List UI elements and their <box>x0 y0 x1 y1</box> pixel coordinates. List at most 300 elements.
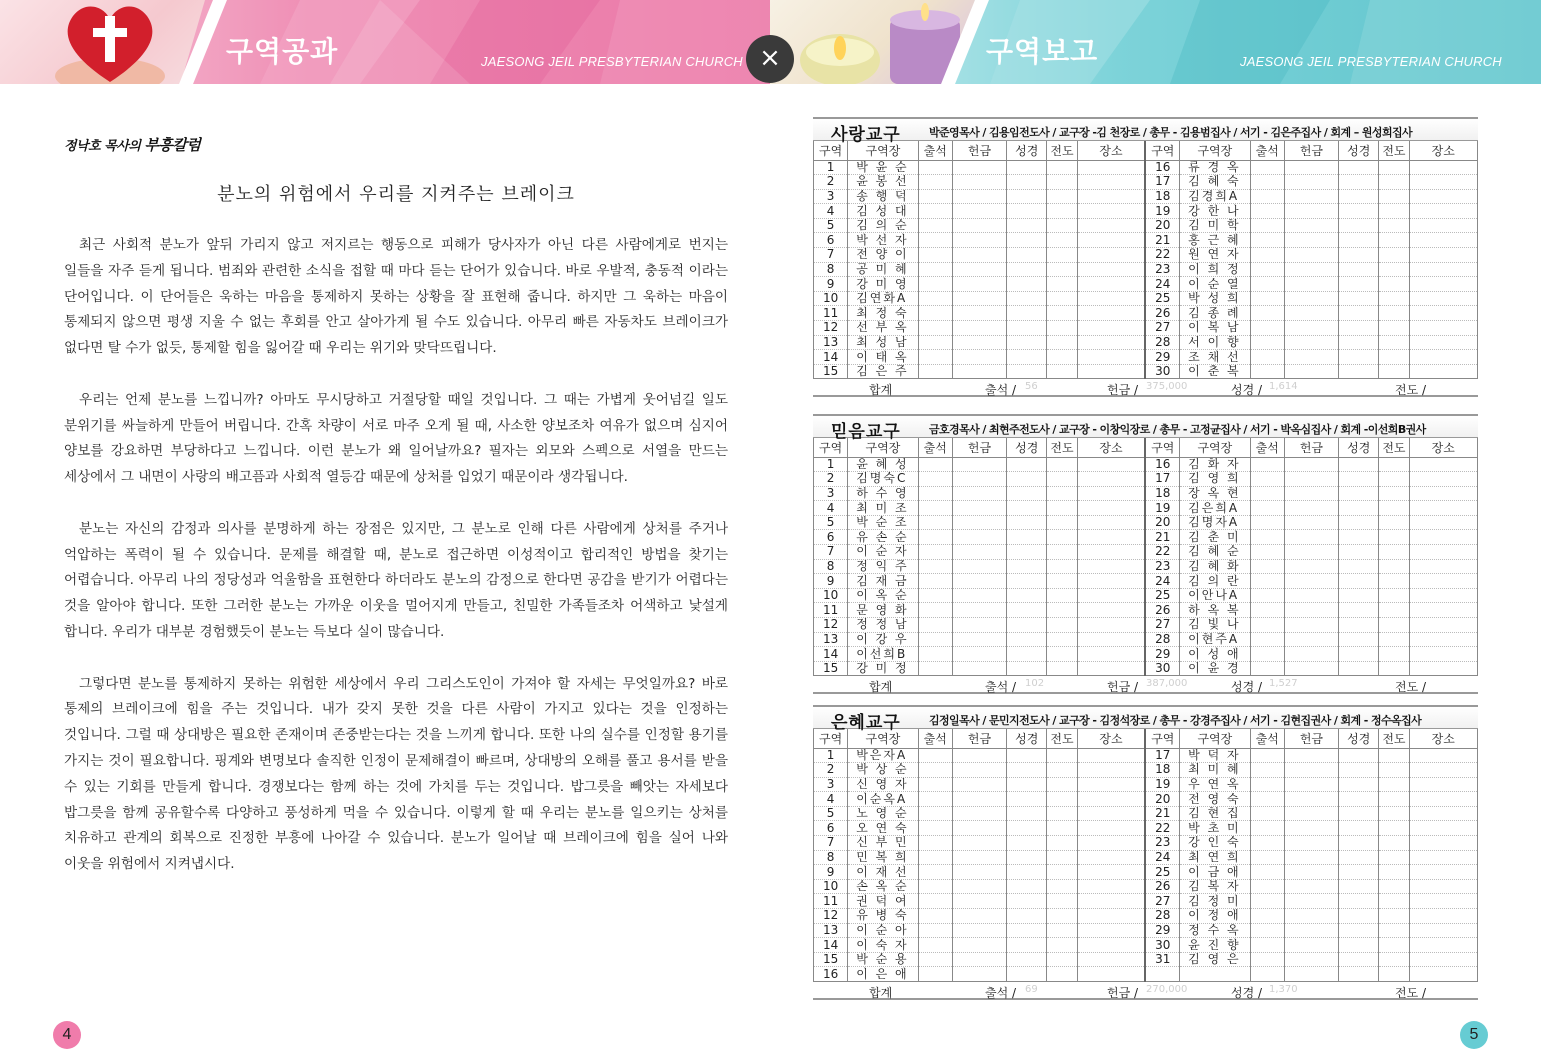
table-row <box>814 204 1478 219</box>
report-cell <box>1339 879 1379 894</box>
report-cell <box>918 175 952 190</box>
table-row <box>814 559 1478 574</box>
summary-bible: 성경 / <box>1231 383 1263 398</box>
report-cell <box>1047 530 1077 545</box>
report-cell <box>1339 559 1379 574</box>
group-number: 8 <box>814 850 848 865</box>
group-number: 18 <box>1145 189 1179 204</box>
group-number: 25 <box>1145 865 1179 880</box>
summary-attendance: 출석 / <box>985 383 1017 398</box>
column-header: 전도 <box>1379 141 1409 160</box>
report-cell <box>918 559 952 574</box>
group-number: 10 <box>814 588 848 603</box>
report-cell <box>1250 233 1284 248</box>
district-staff: 박준영목사 / 김용임전도사 / 교구장 -김 천장로 / 총무 - 김용범집사 / 서기 - 김은주집사 / 회계 – 원성희집사 <box>929 126 1413 139</box>
candles-icon <box>790 0 970 84</box>
group-number: 19 <box>1145 777 1179 792</box>
report-cell <box>1409 792 1478 807</box>
report-cell <box>952 879 1006 894</box>
report-cell <box>1250 923 1284 938</box>
report-cell <box>1250 632 1284 647</box>
group-leader: 김 영 희 <box>1180 472 1250 487</box>
group-number: 4 <box>814 501 848 516</box>
district-report <box>813 117 1478 397</box>
column-label <box>64 134 200 155</box>
report-cell <box>1007 204 1047 219</box>
report-cell <box>1379 909 1409 924</box>
report-cell <box>952 306 1006 321</box>
report-cell <box>1007 545 1047 560</box>
report-cell <box>1250 248 1284 263</box>
group-number: 13 <box>814 923 848 938</box>
report-cell <box>952 559 1006 574</box>
report-cell <box>952 632 1006 647</box>
table-row <box>814 189 1478 204</box>
group-number: 27 <box>1145 321 1179 336</box>
report-cell <box>1077 335 1145 350</box>
table-row <box>814 632 1478 647</box>
group-leader: 우 연 옥 <box>1180 777 1250 792</box>
report-cell <box>1284 792 1338 807</box>
report-cell <box>1250 291 1284 306</box>
summary-offering: 헌금 / <box>1107 986 1139 1000</box>
report-cell <box>1284 248 1338 263</box>
report-cell <box>1077 748 1145 763</box>
column-header: 성경 <box>1339 141 1379 160</box>
table-row <box>814 175 1478 190</box>
report-cell <box>918 335 952 350</box>
report-cell <box>1339 967 1379 982</box>
report-cell <box>1379 472 1409 487</box>
group-number: 1 <box>814 457 848 472</box>
report-cell <box>1339 923 1379 938</box>
report-cell <box>1047 574 1077 589</box>
group-leader: 이 순 자 <box>848 545 918 560</box>
report-cell <box>918 821 952 836</box>
report-cell <box>1409 204 1478 219</box>
report-cell <box>1409 748 1478 763</box>
report-cell <box>1007 938 1047 953</box>
group-number: 5 <box>814 218 848 233</box>
report-cell <box>1077 160 1145 175</box>
summary-bible-value: 1,614 <box>1269 381 1298 393</box>
report-cell <box>1284 291 1338 306</box>
group-number: 22 <box>1145 821 1179 836</box>
report-cell <box>1339 647 1379 662</box>
report-cell <box>1047 938 1077 953</box>
report-cell <box>952 777 1006 792</box>
group-number: 31 <box>1145 952 1179 967</box>
summary-offering-value: 387,000 <box>1146 678 1188 690</box>
district-staff: 김정일목사 / 문민지전도사 / 교구장 - 김정석장로 / 총무 - 강경주집사 / 서기 - 김현집권사 / 회계 - 정수옥집사 <box>929 714 1422 727</box>
column-header: 전도 <box>1047 141 1077 160</box>
report-cell <box>1047 588 1077 603</box>
report-cell <box>1007 335 1047 350</box>
page-number-left: 4 <box>53 1021 81 1049</box>
report-cell <box>1077 574 1145 589</box>
article-body <box>64 233 728 904</box>
report-cell <box>1047 501 1077 516</box>
report-cell <box>1007 879 1047 894</box>
report-cell <box>1250 850 1284 865</box>
report-cell <box>1007 515 1047 530</box>
report-cell <box>1409 160 1478 175</box>
report-cell <box>1077 821 1145 836</box>
table-row <box>814 763 1478 778</box>
report-cell <box>918 248 952 263</box>
group-number: 5 <box>814 806 848 821</box>
report-cell <box>1409 277 1478 292</box>
report-cell <box>1379 821 1409 836</box>
table-row <box>814 777 1478 792</box>
column-header: 장소 <box>1077 729 1145 748</box>
summary-attendance-value: 102 <box>1025 678 1045 690</box>
group-number: 18 <box>1145 763 1179 778</box>
report-cell <box>952 923 1006 938</box>
group-leader: 최 정 숙 <box>848 306 918 321</box>
report-cell <box>952 647 1006 662</box>
report-cell <box>918 262 952 277</box>
report-cell <box>1339 472 1379 487</box>
group-number: 16 <box>814 967 848 982</box>
summary-bible-value: 1,527 <box>1269 678 1298 690</box>
table-row <box>814 647 1478 662</box>
column-header: 구역 <box>814 729 848 748</box>
report-cell <box>1047 545 1077 560</box>
report-cell <box>1409 574 1478 589</box>
report-cell <box>1007 588 1047 603</box>
summary-evangelism: 전도 / <box>1395 680 1427 695</box>
report-cell <box>918 218 952 233</box>
report-cell <box>952 501 1006 516</box>
report-cell <box>1077 603 1145 618</box>
group-leader: 이 정 애 <box>1180 909 1250 924</box>
report-cell <box>1409 350 1478 365</box>
report-cell <box>1047 486 1077 501</box>
column-header: 성경 <box>1007 729 1047 748</box>
report-cell <box>1339 321 1379 336</box>
group-number: 9 <box>814 574 848 589</box>
report-cell <box>1379 291 1409 306</box>
column-header: 출석 <box>1250 141 1284 160</box>
group-number: 28 <box>1145 335 1179 350</box>
table-row <box>814 350 1478 365</box>
report-cell <box>1284 632 1338 647</box>
group-leader: 김 현 집 <box>1180 806 1250 821</box>
report-cell <box>1339 865 1379 880</box>
report-cell <box>918 647 952 662</box>
report-cell <box>918 515 952 530</box>
report-cell <box>1339 515 1379 530</box>
group-number: 30 <box>1145 938 1179 953</box>
report-cell <box>1007 792 1047 807</box>
group-number: 1 <box>814 160 848 175</box>
report-cell <box>1007 777 1047 792</box>
group-number: 26 <box>1145 603 1179 618</box>
group-leader: 김 혜 화 <box>1180 559 1250 574</box>
report-cell <box>1409 850 1478 865</box>
report-cell <box>1339 457 1379 472</box>
report-cell <box>1409 647 1478 662</box>
report-cell <box>1250 938 1284 953</box>
close-icon: × <box>746 35 794 83</box>
group-number: 28 <box>1145 909 1179 924</box>
group-number: 27 <box>1145 894 1179 909</box>
report-cell <box>1379 618 1409 633</box>
report-cell <box>1047 661 1077 676</box>
report-cell <box>952 967 1006 982</box>
header-banner-left <box>0 0 772 84</box>
report-cell <box>1284 865 1338 880</box>
report-cell <box>1284 457 1338 472</box>
table-row <box>814 806 1478 821</box>
report-cell <box>1047 952 1077 967</box>
heart-hands-photo <box>0 0 205 84</box>
report-cell <box>1339 850 1379 865</box>
report-cell <box>1007 530 1047 545</box>
group-leader: 이 태 옥 <box>848 350 918 365</box>
report-cell <box>918 618 952 633</box>
report-cell <box>952 321 1006 336</box>
table-header-row <box>814 438 1478 457</box>
report-cell <box>1379 923 1409 938</box>
report-cell <box>952 850 1006 865</box>
district-table <box>813 729 1478 982</box>
report-cell <box>1339 632 1379 647</box>
report-cell <box>1047 335 1077 350</box>
report-cell <box>918 763 952 778</box>
group-number: 25 <box>1145 588 1179 603</box>
group-number: 6 <box>814 530 848 545</box>
report-cell <box>1077 559 1145 574</box>
group-leader: 최 미 조 <box>848 501 918 516</box>
column-header: 구역 <box>1145 438 1179 457</box>
report-cell <box>1007 306 1047 321</box>
report-cell <box>1250 189 1284 204</box>
report-cell <box>952 472 1006 487</box>
report-cell <box>1007 559 1047 574</box>
report-cell <box>1047 233 1077 248</box>
report-cell <box>1250 515 1284 530</box>
report-cell <box>1284 821 1338 836</box>
column-header: 성경 <box>1339 438 1379 457</box>
report-cell <box>1047 909 1077 924</box>
district-report <box>813 705 1478 1000</box>
group-leader: 김명자A <box>1180 515 1250 530</box>
group-number: 23 <box>1145 559 1179 574</box>
group-number: 15 <box>814 364 848 379</box>
report-cell <box>918 967 952 982</box>
report-cell <box>952 894 1006 909</box>
report-cell <box>1250 364 1284 379</box>
district-name: 은혜교구 <box>831 713 901 733</box>
group-leader: 이 숙 자 <box>848 938 918 953</box>
summary-total: 합계 <box>869 383 893 398</box>
summary-attendance-value: 69 <box>1025 984 1038 995</box>
report-cell <box>1007 894 1047 909</box>
group-number: 23 <box>1145 262 1179 277</box>
report-cell <box>1409 306 1478 321</box>
report-cell <box>1284 603 1338 618</box>
heart-cross-icon <box>55 0 165 84</box>
group-leader: 이 순 열 <box>1180 277 1250 292</box>
table-row <box>814 501 1478 516</box>
report-cell <box>1077 923 1145 938</box>
report-cell <box>918 486 952 501</box>
group-leader: 조 채 선 <box>1180 350 1250 365</box>
column-header: 출석 <box>1250 729 1284 748</box>
table-row <box>814 661 1478 676</box>
table-row <box>814 821 1478 836</box>
report-cell <box>1007 321 1047 336</box>
column-header: 전도 <box>1379 729 1409 748</box>
group-number: 7 <box>814 836 848 851</box>
report-cell <box>918 530 952 545</box>
report-cell <box>1047 632 1077 647</box>
report-cell <box>1047 277 1077 292</box>
column-header: 장소 <box>1409 141 1478 160</box>
report-cell <box>1007 603 1047 618</box>
group-leader: 김 복 자 <box>1180 879 1250 894</box>
report-cell <box>1077 545 1145 560</box>
table-row <box>814 865 1478 880</box>
group-number: 6 <box>814 821 848 836</box>
report-cell <box>1047 763 1077 778</box>
group-leader: 장 옥 현 <box>1180 486 1250 501</box>
report-cell <box>952 821 1006 836</box>
report-cell <box>1339 909 1379 924</box>
article-paragraph: 우리는 언제 분노를 느낍니까? 아마도 무시당하고 거절당할 때일 것입니다. 그 때는 가볍게 웃어넘길 일도 분위기를 싸늘하게 만들어 버립니다. 간혹 차량이 서로 마주 오게 될 때, 사소한 양보조차 여유가 없으며 심지어 양보를 강요하면 부당하다고 느낍니다. 이런 분노가 왜 일어날까요? 필자는 외모와 스펙으로 서열을 만드는 세상에서 그 내면이 사랑의 배고픔과 사회적 열등감 때문에 상처를 입었기 때문이라 생각됩니다. <box>64 391 728 486</box>
report-cell <box>918 588 952 603</box>
report-cell <box>1339 748 1379 763</box>
report-cell <box>1007 647 1047 662</box>
group-leader: 강 한 나 <box>1180 204 1250 219</box>
report-cell <box>1047 806 1077 821</box>
group-leader: 손 옥 순 <box>848 879 918 894</box>
report-cell <box>1339 588 1379 603</box>
report-cell <box>1284 472 1338 487</box>
group-number: 4 <box>814 792 848 807</box>
report-cell <box>1077 967 1145 982</box>
report-cell <box>1250 501 1284 516</box>
report-cell <box>1409 321 1478 336</box>
report-cell <box>918 306 952 321</box>
group-leader: 민 복 희 <box>848 850 918 865</box>
group-leader: 박 순 조 <box>848 515 918 530</box>
group-leader: 김 영 은 <box>1180 952 1250 967</box>
report-cell <box>1339 530 1379 545</box>
report-cell <box>1047 836 1077 851</box>
group-number: 19 <box>1145 204 1179 219</box>
report-cell <box>1409 938 1478 953</box>
report-cell <box>1379 588 1409 603</box>
report-cell <box>1077 248 1145 263</box>
report-cell <box>952 618 1006 633</box>
report-cell <box>918 850 952 865</box>
table-row <box>814 486 1478 501</box>
report-cell <box>918 277 952 292</box>
group-leader: 신 영 자 <box>848 777 918 792</box>
report-cell <box>1250 777 1284 792</box>
report-cell <box>1047 923 1077 938</box>
report-cell <box>1077 894 1145 909</box>
report-cell <box>1379 501 1409 516</box>
group-number: 17 <box>1145 472 1179 487</box>
report-cell <box>1007 661 1047 676</box>
report-cell <box>1007 923 1047 938</box>
column-header: 구역장 <box>848 729 918 748</box>
report-cell <box>1284 836 1338 851</box>
group-number: 2 <box>814 763 848 778</box>
report-cell <box>1284 763 1338 778</box>
table-row <box>814 306 1478 321</box>
report-cell <box>1007 160 1047 175</box>
report-cell <box>952 952 1006 967</box>
group-leader: 박 초 미 <box>1180 821 1250 836</box>
report-cell <box>1284 262 1338 277</box>
report-cell <box>1077 792 1145 807</box>
report-cell <box>952 545 1006 560</box>
report-cell <box>1077 618 1145 633</box>
report-cell <box>918 777 952 792</box>
report-cell <box>1047 248 1077 263</box>
report-cell <box>1409 967 1478 982</box>
group-number: 6 <box>814 233 848 248</box>
group-leader: 유 손 순 <box>848 530 918 545</box>
report-cell <box>952 277 1006 292</box>
group-leader: 전 영 숙 <box>1180 792 1250 807</box>
report-cell <box>1077 879 1145 894</box>
summary-row <box>813 676 1478 694</box>
report-cell <box>1379 350 1409 365</box>
report-cell <box>1379 530 1409 545</box>
column-header: 장소 <box>1409 729 1478 748</box>
report-cell <box>1250 748 1284 763</box>
table-row <box>814 938 1478 953</box>
report-cell <box>1379 952 1409 967</box>
district-name: 사랑교구 <box>831 125 901 145</box>
report-cell <box>1250 218 1284 233</box>
report-cell <box>1077 588 1145 603</box>
report-cell <box>1077 277 1145 292</box>
report-cell <box>1007 233 1047 248</box>
report-cell <box>1077 233 1145 248</box>
report-cell <box>952 364 1006 379</box>
group-number: 7 <box>814 545 848 560</box>
group-number: 11 <box>814 306 848 321</box>
report-cell <box>1284 574 1338 589</box>
report-cell <box>1409 618 1478 633</box>
report-cell <box>918 291 952 306</box>
report-cell <box>1409 865 1478 880</box>
group-number: 23 <box>1145 836 1179 851</box>
group-number: 1 <box>814 748 848 763</box>
report-cell <box>1379 777 1409 792</box>
report-cell <box>1007 748 1047 763</box>
report-cell <box>1077 321 1145 336</box>
report-cell <box>1077 661 1145 676</box>
report-cell <box>918 938 952 953</box>
report-cell <box>1047 647 1077 662</box>
group-leader: 이순옥A <box>848 792 918 807</box>
report-cell <box>1077 632 1145 647</box>
group-leader: 김 종 례 <box>1180 306 1250 321</box>
report-cell <box>1339 248 1379 263</box>
column-header: 출석 <box>918 438 952 457</box>
column-type: 부흥칼럼 <box>144 136 201 154</box>
report-cell <box>1339 661 1379 676</box>
report-cell <box>1339 204 1379 219</box>
